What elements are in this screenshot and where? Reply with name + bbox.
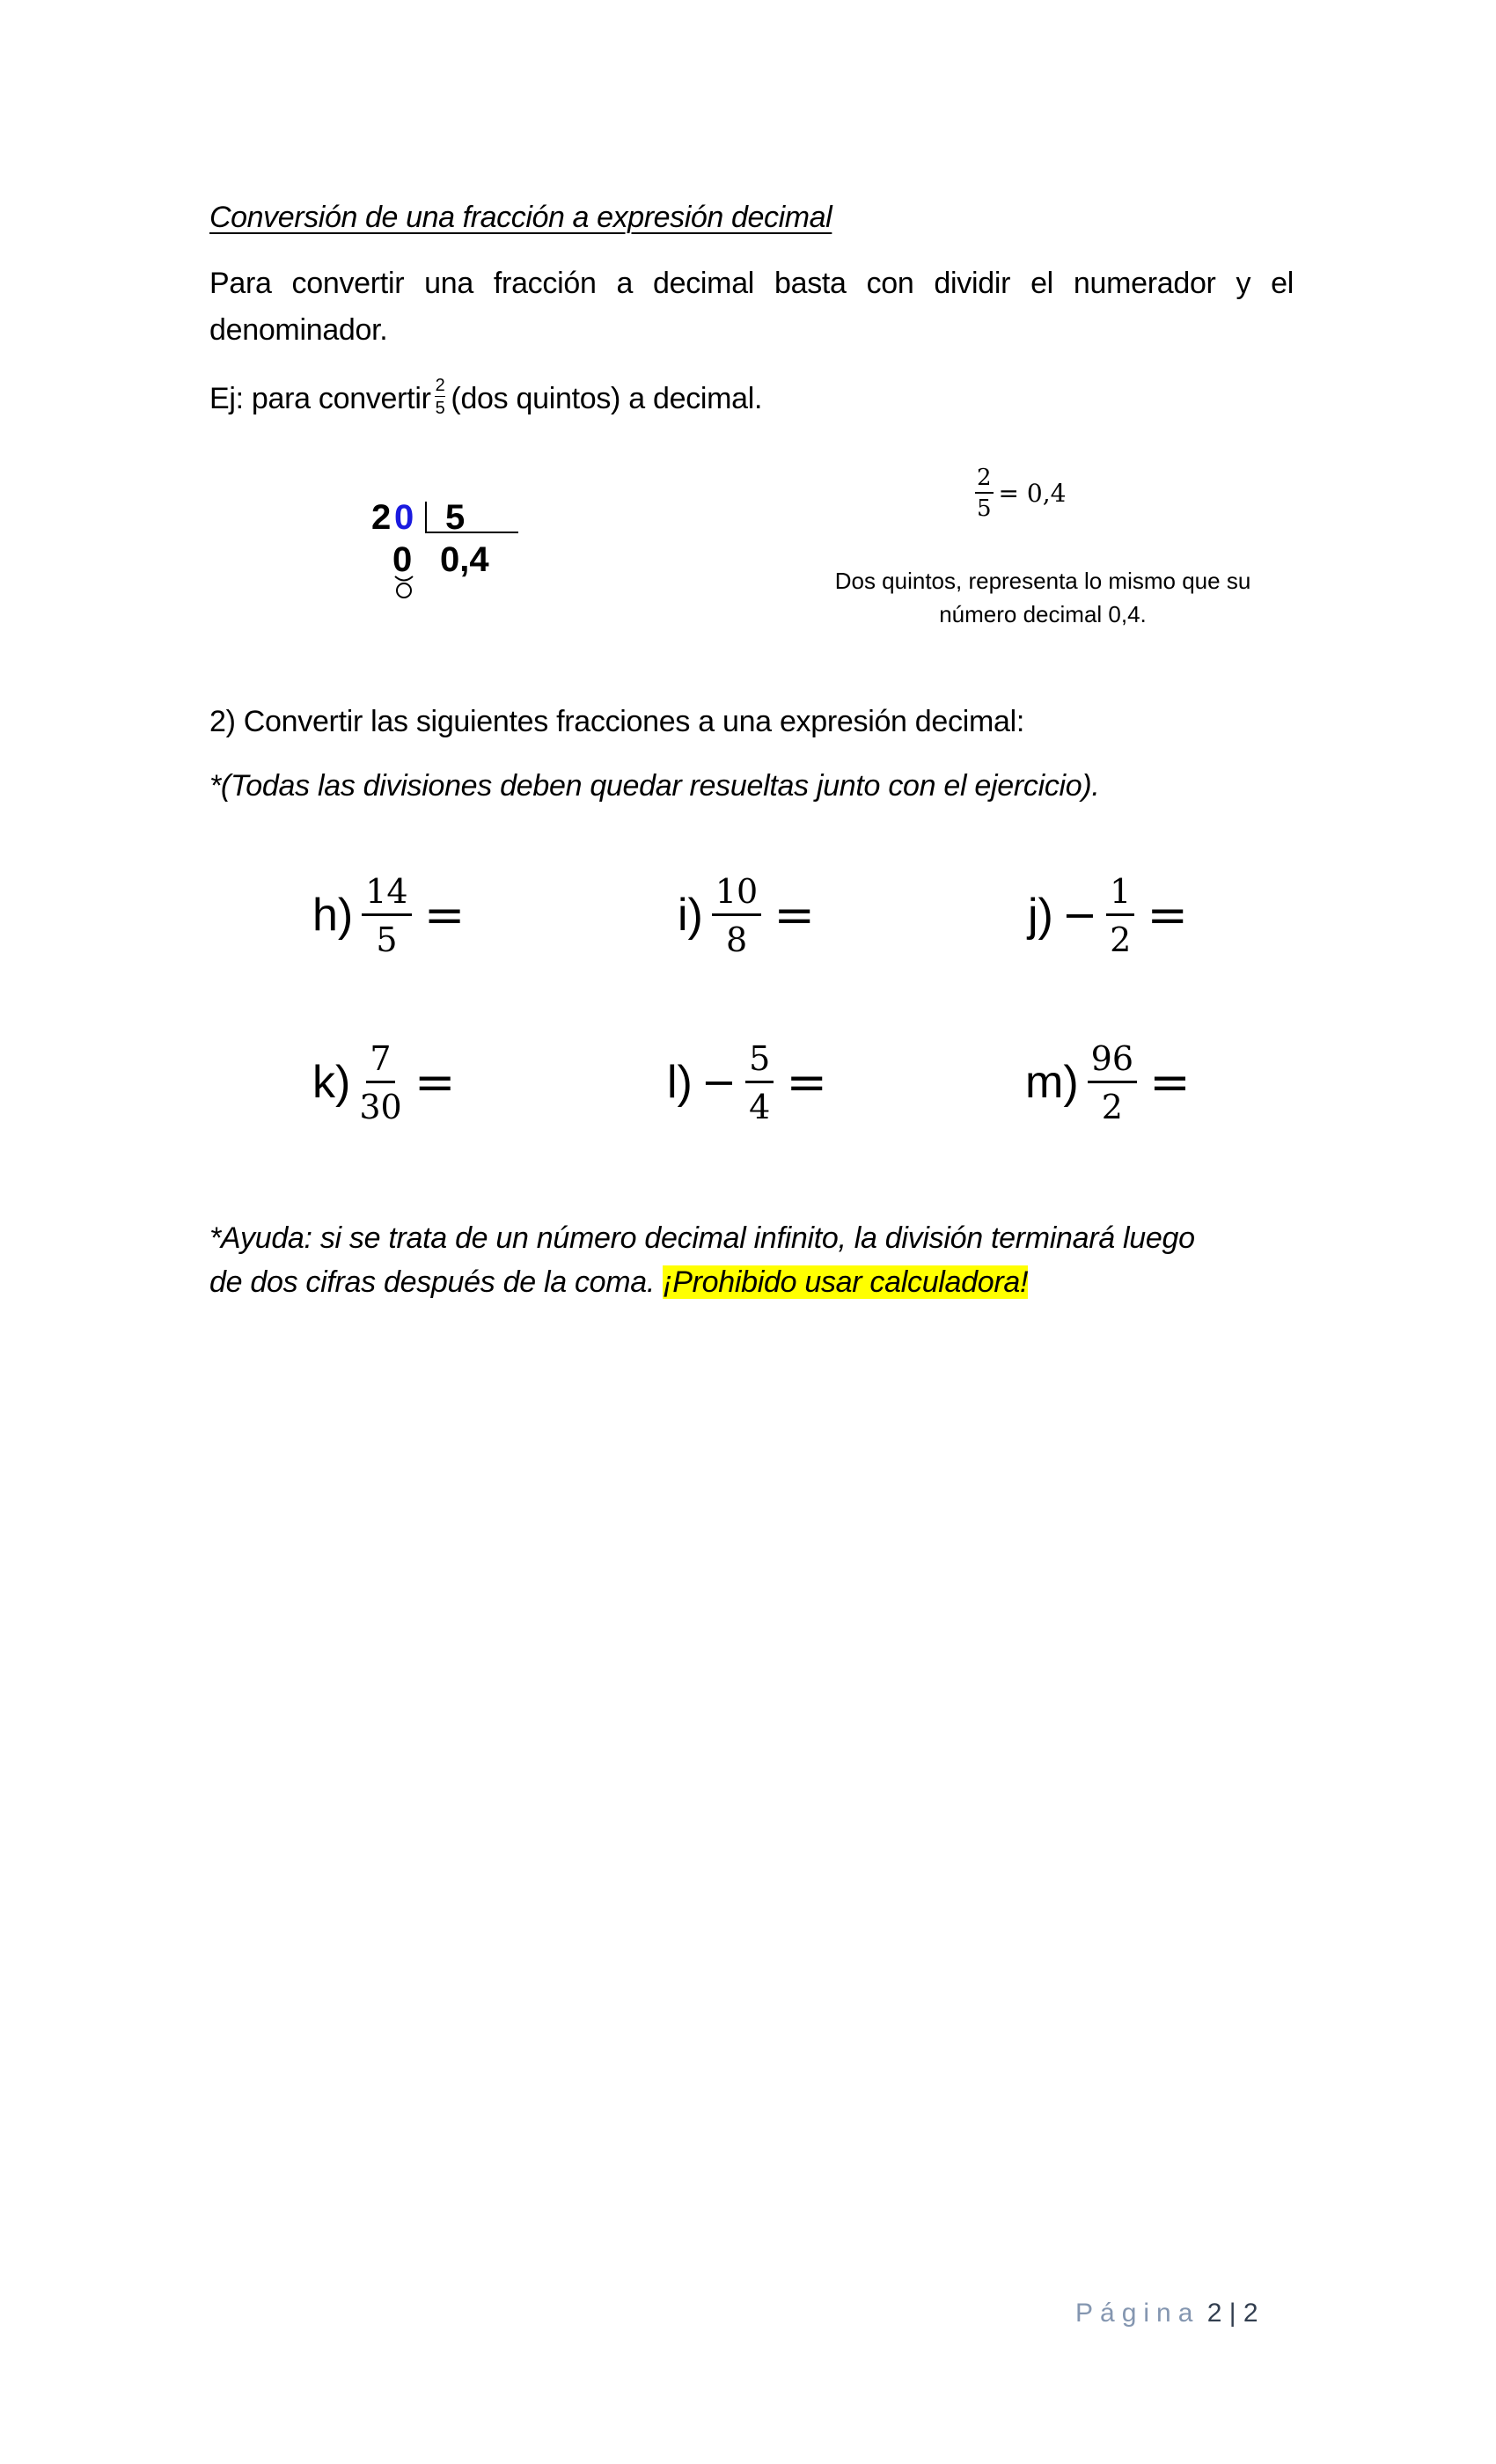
exercise-label: h): [312, 890, 354, 941]
fraction-numerator: 2: [435, 376, 445, 395]
equals-sign: =: [774, 886, 816, 944]
example-line: [209, 378, 762, 419]
zero-remainder-mark-icon: [392, 574, 415, 600]
exercise-item: [312, 867, 466, 964]
fraction-denominator: 30: [359, 1087, 402, 1126]
exercise-title: 2) Convertir las siguientes fracciones a una expresión decimal:: [209, 705, 1025, 738]
exercise-fraction: [359, 1038, 402, 1126]
result-value: = 0,4: [998, 479, 1067, 508]
example-inline-fraction: [435, 377, 446, 417]
fraction-denominator: 5: [435, 399, 445, 418]
dividend-added-zero: 0: [394, 498, 414, 537]
prohibited-calculator-highlight: ¡Prohibido usar calculadora!: [663, 1265, 1029, 1299]
equals-sign: =: [1147, 886, 1189, 944]
equals-sign: =: [786, 1053, 828, 1111]
fraction-numerator: 7: [366, 1042, 394, 1083]
result-caption-line-2: número decimal 0,4.: [939, 601, 1147, 627]
exercise-fraction: [362, 871, 411, 959]
help-line-1: *Ayuda: si se trata de un número decimal infinito, la división terminará luego: [209, 1221, 1195, 1255]
exercise-fraction: [712, 871, 761, 959]
exercise-label: m): [1025, 1057, 1079, 1108]
negative-sign: −: [700, 1058, 737, 1107]
fraction-numerator: 5: [745, 1042, 774, 1083]
division-vertical-bar: [425, 502, 427, 532]
divisor: 5: [445, 498, 466, 537]
equals-sign: =: [414, 1053, 456, 1111]
fraction-denominator: 5: [376, 920, 398, 959]
fraction-denominator: 8: [725, 920, 748, 959]
result-fraction: [975, 466, 994, 520]
exercise-fraction: [745, 1038, 774, 1126]
result-caption-line-1: Dos quintos, representa lo mismo que su: [834, 568, 1251, 594]
exercise-label: j): [1028, 890, 1053, 941]
exercise-label: i): [678, 890, 703, 941]
result-equation: [975, 466, 1066, 520]
example-prefix: Ej: para convertir: [209, 382, 431, 415]
division-horizontal-bar: [425, 532, 518, 533]
example-suffix: (dos quintos) a decimal.: [451, 382, 763, 415]
exercise-fraction: [1088, 1038, 1137, 1126]
fraction-numerator: 14: [362, 875, 411, 916]
exercise-item: [1025, 1034, 1191, 1131]
page-footer: [1075, 2299, 1258, 2328]
exercise-label: k): [312, 1057, 351, 1108]
exercise-note: *(Todas las divisiones deben quedar resueltas junto con el ejercicio).: [209, 769, 1100, 803]
fraction-denominator: 2: [1101, 1087, 1123, 1126]
negative-sign: −: [1061, 891, 1098, 940]
exercise-label: l): [667, 1057, 693, 1108]
fraction-numerator: 96: [1088, 1042, 1137, 1083]
fraction-numerator: 1: [1106, 875, 1134, 916]
equals-sign: =: [1149, 1053, 1191, 1111]
exercise-item: [1028, 867, 1188, 964]
fraction-denominator: 5: [977, 495, 992, 522]
exercise-item: [667, 1034, 827, 1131]
long-division: [370, 493, 581, 607]
exercise-item: [678, 867, 815, 964]
intro-line-1: Para convertir una fracción a decimal basta con dividir el numerador y el: [209, 267, 1294, 300]
page-number: 2 | 2: [1206, 2299, 1258, 2328]
exercise-item: [312, 1034, 456, 1131]
remainder: 0: [392, 540, 413, 579]
help-text: de dos cifras después de la coma.: [209, 1265, 656, 1299]
fraction-numerator: 10: [712, 875, 761, 916]
equals-sign: =: [423, 886, 466, 944]
fraction-denominator: 2: [1110, 920, 1132, 959]
intro-line-2: denominador.: [209, 313, 388, 347]
fraction-numerator: 2: [975, 466, 994, 494]
dividend-digit: 2: [371, 498, 392, 537]
section-heading: Conversión de una fracción a expresión decimal: [209, 201, 832, 234]
page-label: Página: [1075, 2299, 1200, 2328]
quotient: 0,4: [440, 540, 489, 579]
exercise-fraction: [1106, 871, 1134, 959]
help-line-2: [209, 1267, 1028, 1297]
fraction-denominator: 4: [749, 1087, 771, 1126]
